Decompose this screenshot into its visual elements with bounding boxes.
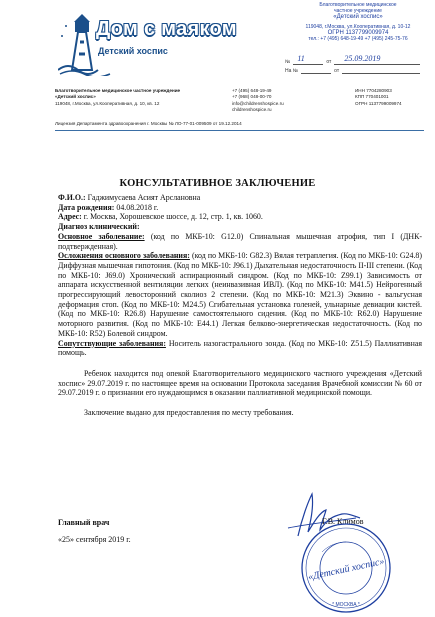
main-disease-label: Основное заболевание: [58,231,145,241]
concomitant [58,339,422,358]
logo-subtitle: Детский хоспис [98,46,168,56]
reg-date-value: 25.09.2019 [344,54,381,63]
reg-from-label: от [326,59,332,65]
address-label: Адрес: [58,212,82,222]
org-inn: ИНН 7704280903 [355,88,392,93]
org-contacts [232,88,284,114]
stamp-line: частное учреждение [334,8,382,14]
registration-fields [285,56,420,74]
care-paragraph: Ребенок находится под опекой Благотворительного медицинского частного учреждения «Детский хоспис» 29.07.2019 г. по настоящее время на основании Протокола заседания Врачебной комиссии № 60 от 29.07.2019 г. о признании его нуждающимся в оказании паллиативной медицинской помощи. [58,368,422,398]
org-phone-1: +7 (495) 648-19-49 [232,88,272,93]
concomitant-text: Носитель назогастрального зонда. (Код по МКБ-10: Z51.5) Паллиативная помощь. [58,338,422,358]
issued-paragraph: Заключение выдано для предоставления по месту требования. [84,408,294,418]
reg-number-label: № [285,59,291,65]
dob-label: Дата рождения: [58,202,115,212]
main-disease-text: (код по МКБ-10: G12.0) Спинальная мышечная атрофия, тип I (ДНК-подтвержденная). [58,231,422,251]
main-disease [58,232,422,251]
document-title: КОНСУЛЬТАТИВНОЕ ЗАКЛЮЧЕНИЕ [119,178,316,189]
org-website: childrenshospice.ru [232,107,272,113]
svg-text:* МОСКВА *: * МОСКВА * [332,602,360,608]
stamp-line: «Детский хоспис» [333,14,383,20]
org-ogrn: ОГРН 1137799009974 [355,100,402,106]
reg-number-value: 11 [297,54,305,63]
org-short-name: «Детский хоспис» [55,94,96,100]
reg-from-label-2: от [334,68,340,74]
complications-text: (код по МКБ-10: G82.3) Вялая тетраплегия. (Код по МКБ-10: G24.8) Диффузная мышечная гипотония. (Код по МКБ-10: J96.1) Дыхательная недостаточность II-III степени. (Код по МКБ-10: J69.0) Хронический аспирационный синдром. (Код по МКБ-10: Z99.1) Зависимость от аппарата искусственной вентиляции легких (неинвазивная ИВЛ). (Код по МКБ-10: M41.5) Нейрогенный прогрессирующий левосторонний сколиоз 2 степени. (Код по МКБ-10: M21.3) Эквино - вальгусная деформация стоп. (Код по МКБ-10: M24.5) Сгибательная установка голеней, ульнарные девиации кистей. (Код по МКБ-10: R26.8) Нарушение самостоятельного сидения. (Код по МКБ-10: R62.0) Нарушение моторного развития. (Код по МКБ-10: E44.1) Легкая белково-энергетическая недостаточность. (Код по МКБ-10: R52) Болевой синдром. [58,251,422,338]
seal-center-text: «Детский хоспис» [307,556,386,583]
dob-line [58,203,422,213]
org-requisites [355,88,402,107]
chief-doctor-label: Главный врач [58,518,110,527]
header-divider [55,130,424,131]
stamp-line: 119048, г.Москва, ул.Кооперативная, д. 10-12 [305,24,411,30]
license-line: Лицензия Департамента здравоохранения г. Москвы № ЛО-77-01-009509 от 19.12.2014 [55,121,242,126]
complications-label: Осложнения основного заболевания: [58,251,190,261]
complications [58,251,422,338]
org-phone-2: +7 (968) 048-00-70 [232,94,272,100]
signer-name: Г.В. Климов [322,517,364,526]
reg-reply-label: На № [285,68,299,74]
concomitant-label: Сопутствующие заболевания: [58,338,166,348]
fio-label: Ф.И.О.: [58,193,86,202]
logo-title: Дом с маяком [96,18,237,40]
address-line [58,212,422,222]
organization-seal-icon [300,522,392,614]
signature-date: «25» сентября 2019 г. [58,535,131,544]
address-value: г. Москва, Хорошевское шоссе, д. 12, стр. 1, кв. 1060. [81,212,263,222]
patient-name-line [58,193,422,203]
stamp-line: ОГРН 1137799009974 [327,30,389,36]
stamp-line: Благотворительное медицинское [319,2,397,8]
org-email: info@childrenshospice.ru [232,100,284,106]
org-address: 119048, г.Москва, ул.Кооперативная, д. 10, кв. 12 [55,100,160,106]
registration-stamp [282,2,434,54]
fio-value: Гаджимусаева Асият Арслановна [85,193,201,202]
dob-value: 04.08.2018 г. [114,202,159,212]
document-body [58,193,422,418]
org-name: Благотворительное медицинское частное учреждение [55,88,181,93]
org-info [55,88,180,107]
stamp-line: тел.: +7 (495) 648-19-49 +7 (495) 245-75-76 [308,36,408,42]
org-kpp: КПП 770401001 [355,94,389,100]
diagnosis-heading: Диагноз клинический: [58,222,140,232]
